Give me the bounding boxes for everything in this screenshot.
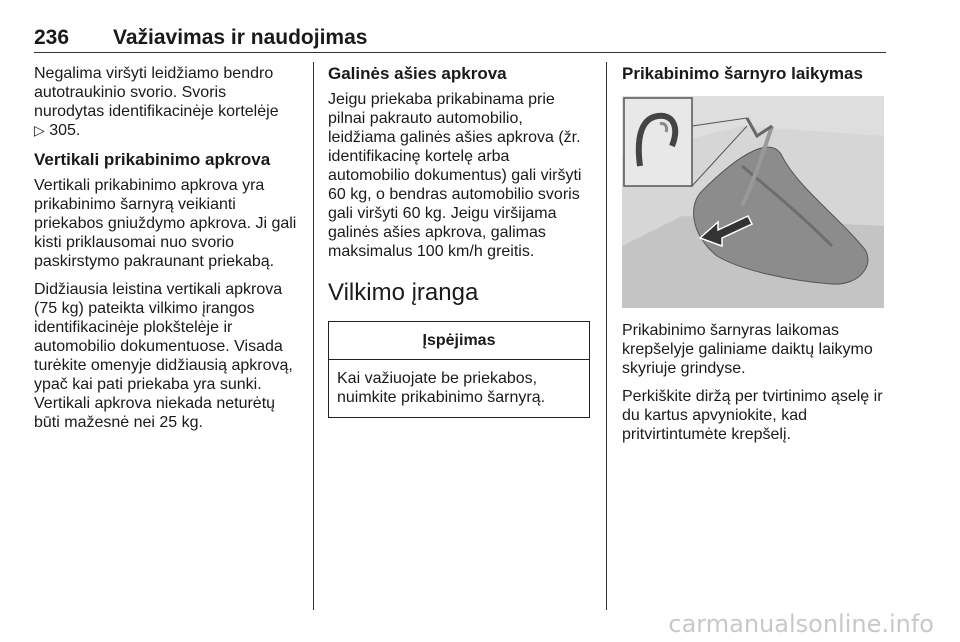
paragraph: Prikabinimo šarnyras laikomas krepšelyje galiniame daiktų laikymo skyriuje grindyse. bbox=[622, 322, 873, 377]
reference-arrow-icon: ▷ bbox=[34, 122, 45, 138]
paragraph: Didžiausia leistina vertikali apkrova (75 kg) pateikta vilkimo įrangos identifikacinėje plokštelėje ir automobilio dokumentuose. Visada turėkite omenyje didžiausią apkrovą, ypač kai pati priekaba yra sunki. Vertikali apkrova niekada neturėtų būti mažesnė nei 25 kg. bbox=[34, 281, 293, 431]
watermark: carmanualsonline.info bbox=[668, 610, 934, 638]
warning-title: Įspėjimas bbox=[329, 322, 589, 360]
warning-text: Kai važiuojate be priekabos, nuimkite prikabinimo šarnyrą. bbox=[337, 370, 546, 406]
warning-box bbox=[328, 321, 590, 418]
column-middle bbox=[328, 64, 590, 418]
column-left bbox=[34, 64, 300, 441]
column-right bbox=[622, 64, 888, 453]
page-number: 236 bbox=[34, 26, 70, 49]
section-heading: Vertikali prikabinimo apkrova bbox=[34, 150, 271, 169]
chapter-heading: Vilkimo įranga bbox=[328, 279, 479, 306]
page-header bbox=[34, 26, 886, 53]
section-heading: Prikabinimo šarnyro laikymas bbox=[622, 64, 863, 83]
paragraph: Vertikali prikabinimo apkrova yra prikabinimo šarnyrą veikianti priekabos gniuždymo apkrova. Ji gali kisti priklausomai nuo svorio paskirstymo pakraunant priekabą. bbox=[34, 177, 297, 270]
column-divider bbox=[313, 62, 314, 610]
paragraph: Jeigu priekaba prikabinama prie pilnai pakrauto automobilio, leidžiama galinės ašies apkrova (žr. identifikacinę kortelę arba automobilio dokumentus) gali viršyti 60 kg, o bendras automobilio svoris gali viršyti 60 kg. Jeigu viršijama galinės ašies apkrova, galimas maksimalus 100 km/h greitis. bbox=[328, 91, 582, 260]
column-divider bbox=[606, 62, 607, 610]
paragraph-text: Negalima viršyti leidžiamo bendro autotraukinio svorio. Svoris nurodytas identifikacinėje kortelėje bbox=[34, 65, 279, 120]
paragraph bbox=[34, 64, 300, 140]
paragraph: Perkiškite diržą per tvirtinimo ąselę ir du kartus apvyniokite, kad pritvirtintumėte krepšelį. bbox=[622, 388, 883, 443]
page-reference-link[interactable]: 305. bbox=[49, 122, 81, 139]
chapter-title: Važiavimas ir naudojimas bbox=[113, 26, 368, 49]
section-heading: Galinės ašies apkrova bbox=[328, 64, 507, 83]
